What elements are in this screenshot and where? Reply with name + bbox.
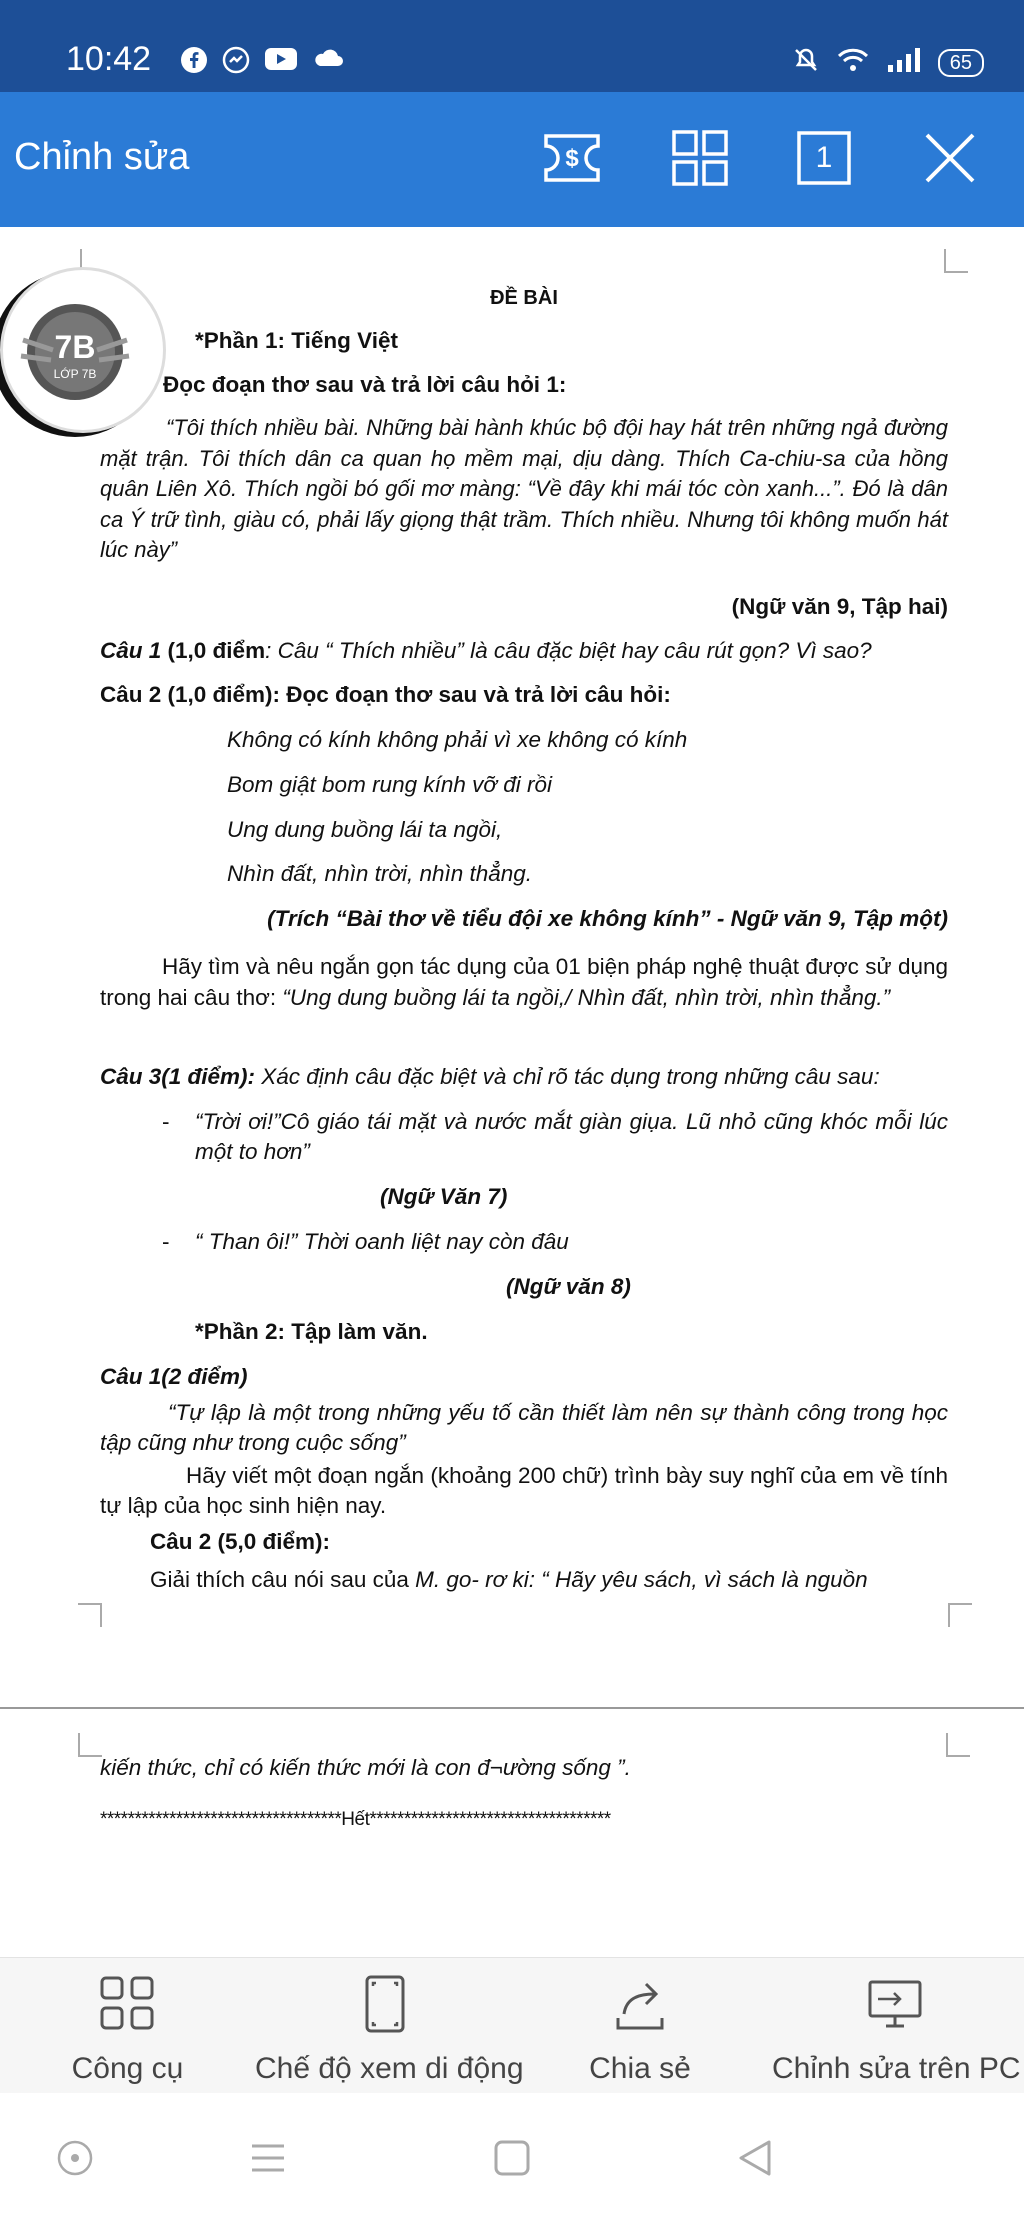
class-logo-subtext: LỚP 7B xyxy=(53,367,97,381)
youtube-icon xyxy=(264,46,298,79)
assistant-dot-icon xyxy=(55,2138,95,2178)
back-triangle-icon xyxy=(735,2138,775,2178)
cloud-icon xyxy=(312,46,344,79)
part2-title: *Phần 2: Tập làm văn. xyxy=(195,1319,428,1344)
home-button[interactable] xyxy=(487,2133,537,2183)
example-2-source: (Ngữ văn 8) xyxy=(506,1274,631,1299)
share-label: Chia sẻ xyxy=(589,2052,691,2085)
question-1 xyxy=(100,636,948,666)
end-of-exam-line: ***********************************Hết*********************************** xyxy=(100,1809,611,1830)
bullet-dash: - xyxy=(162,1109,170,1134)
battery-indicator: 65 xyxy=(938,49,984,77)
example-sentence-2: “ Than ôi!” Thời oanh liệt nay còn đâu xyxy=(195,1229,569,1254)
page-number-button[interactable] xyxy=(792,126,856,190)
question-3 xyxy=(100,1062,948,1092)
page-corner-mark xyxy=(946,1733,970,1757)
question-3-text: Xác định câu đặc biệt và chỉ rõ tác dụng trong những câu sau: xyxy=(261,1064,880,1089)
facebook-icon xyxy=(180,46,208,79)
mobile-view-button[interactable] xyxy=(255,1974,524,2086)
page-corner-mark xyxy=(948,1603,972,1627)
part1-title: *Phần 1: Tiếng Việt xyxy=(195,328,398,353)
poem-line: Không có kính không phải vì xe không có kính xyxy=(227,727,688,752)
dollar-document-icon xyxy=(540,132,604,184)
grid-icon xyxy=(671,129,729,187)
passage-source: (Ngữ văn 9, Tập hai) xyxy=(731,594,948,619)
wifi-icon xyxy=(836,47,870,78)
share-icon xyxy=(610,1974,670,2034)
mobile-view-icon xyxy=(355,1974,415,2034)
assistant-button[interactable] xyxy=(50,2133,100,2183)
question-2-header: Câu 2 (1,0 điểm): Đọc đoạn thơ sau và trả lời câu hỏi: xyxy=(100,682,671,707)
question-1-points: (1,0 điểm xyxy=(161,638,266,663)
bullet-dash: - xyxy=(162,1229,170,1254)
part2-question-1-label: Câu 1(2 điểm) xyxy=(100,1364,248,1389)
part2-task: Hãy viết một đoạn ngắn (khoảng 200 chữ) trình bày suy nghĩ của em về tính tự lập của học sinh hiện nay. xyxy=(100,1463,948,1518)
status-bar xyxy=(0,0,1024,92)
page-corner-mark xyxy=(78,1733,102,1757)
class-logo xyxy=(0,267,166,433)
back-button[interactable] xyxy=(730,2133,780,2183)
mobile-view-label: Chế độ xem di động xyxy=(255,2052,524,2085)
example-sentence-1: “Trời ơi!”Cô giáo tái mặt và nước mắt giàn giụa. Lũ nhỏ cũng khóc mỗi lúc một to hơn” xyxy=(195,1109,948,1164)
page-corner-mark xyxy=(944,249,968,273)
reading-passage: “Tôi thích nhiều bài. Những bài hành khúc bộ đội hay hát trên những ngả đường mặt trận. Tôi thích dân ca quan họ mềm mại, dịu dàng. Thích Ca-chiu-sa của hồng quân Liên Xô. Thích ngồi bó gối mơ màng: “Về đây khi mái tóc còn xanh...”. Đó là dân ca Ý trữ tình, giàu có, phải lấy giọng thật trầm. Thích nhiều. Nhưng tôi không muốn hát lúc này” xyxy=(100,415,948,562)
question-1-label: Câu 1 xyxy=(100,638,162,663)
bottom-action-bar xyxy=(0,1957,1024,2094)
poem-line: Bom giật bom rung kính vỡ đi rồi xyxy=(227,772,552,797)
question-2-task xyxy=(100,951,948,1013)
close-button[interactable] xyxy=(918,126,982,190)
poem-line: Nhìn đất, nhìn trời, nhìn thẳng. xyxy=(227,861,533,886)
status-time: 10:42 xyxy=(66,40,152,78)
poem-line: Ung dung buồng lái ta ngồi, xyxy=(227,817,503,842)
tools-grid-icon xyxy=(98,1974,158,2034)
recent-apps-button[interactable] xyxy=(243,2133,293,2183)
example-1-source: (Ngữ Văn 7) xyxy=(380,1184,508,1209)
question-2-task-quote: “Ung dung buồng lái ta ngồi,/ Nhìn đất, nhìn trời, nhìn thẳng.” xyxy=(282,985,891,1010)
mute-icon xyxy=(792,46,820,79)
poem-source: (Trích “Bài thơ về tiểu đội xe không kính” - Ngữ văn 9, Tập một) xyxy=(267,906,948,931)
tools-label: Công cụ xyxy=(71,2052,184,2085)
part2-question-2-label: Câu 2 (5,0 điểm): xyxy=(150,1529,331,1554)
page-divider xyxy=(0,1707,1024,1709)
question-2-task-text: Hãy tìm và nêu ngắn gọn tác dụng của 01 biện pháp nghệ thuật được sử dụng trong hai câu thơ: xyxy=(100,954,948,1010)
tools-button[interactable] xyxy=(60,1974,195,2086)
grid-view-button[interactable] xyxy=(668,126,732,190)
part2-question-2-text xyxy=(150,1565,948,1595)
edit-on-pc-button[interactable] xyxy=(772,1974,1021,2086)
signal-icon xyxy=(886,47,922,78)
menu-lines-icon xyxy=(248,2138,288,2178)
question-1-text: : Câu “ Thích nhiều” là câu đặc biệt hay câu rút gọn? Vì sao? xyxy=(265,638,872,663)
question-3-label: Câu 3(1 điểm): xyxy=(100,1064,262,1089)
dollar-document-button[interactable] xyxy=(540,126,604,190)
toolbar-title[interactable]: Chỉnh sửa xyxy=(14,136,190,178)
class-logo-emblem xyxy=(3,270,163,430)
part2-quote: “Tự lập là một trong những yếu tố cần thiết làm nên sự thành công trong học tập cũng như trong cuộc sống” xyxy=(100,1400,948,1455)
close-icon xyxy=(923,131,977,185)
editor-toolbar xyxy=(0,92,1024,227)
edit-on-pc-label: Chỉnh sửa trên PC xyxy=(772,2052,1021,2085)
page-corner-mark xyxy=(78,1603,102,1627)
messenger-icon xyxy=(222,46,250,79)
part2-question-2-quote: M. go- rơ ki: “ Hãy yêu sách, vì sách là nguồn xyxy=(415,1567,868,1592)
page-number: 1 xyxy=(815,141,833,174)
class-logo-text: 7B xyxy=(54,329,96,365)
exam-heading: ĐỀ BÀI xyxy=(490,287,558,309)
svg-text:$: $ xyxy=(565,145,579,172)
system-nav-bar xyxy=(0,2093,1024,2217)
edit-on-pc-icon xyxy=(864,1974,926,2034)
page2-continuation: kiến thức, chỉ có kiến thức mới là con đ¬ường sống ”. xyxy=(100,1755,631,1780)
share-button[interactable] xyxy=(580,1974,700,2086)
document-view[interactable] xyxy=(0,227,1024,1957)
part2-question-2-prefix: Giải thích câu nói sau của xyxy=(150,1567,416,1592)
question-intro: Đọc đoạn thơ sau và trả lời câu hỏi 1: xyxy=(163,372,567,397)
home-square-icon xyxy=(492,2138,532,2178)
